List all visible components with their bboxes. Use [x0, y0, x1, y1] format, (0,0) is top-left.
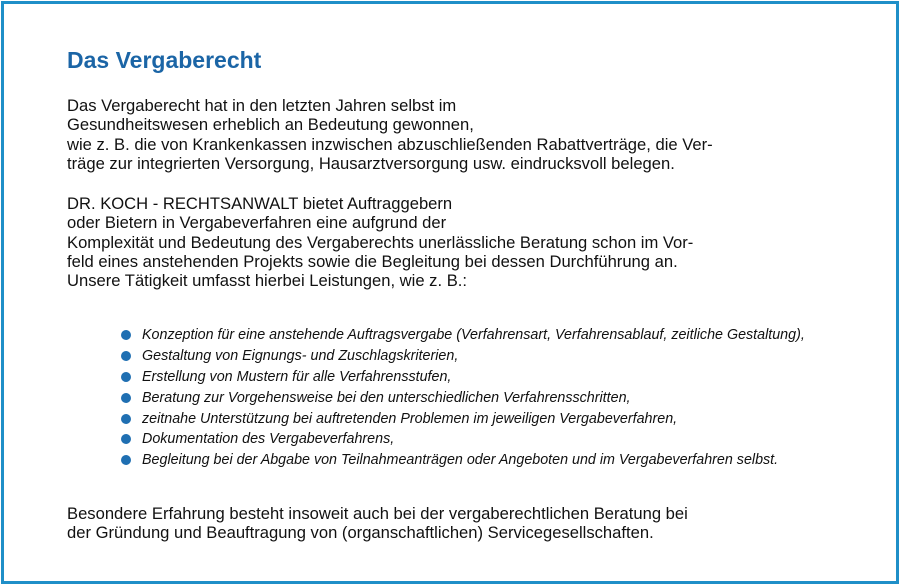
bullet-icon — [121, 330, 131, 340]
page-title: Das Vergaberecht — [67, 47, 262, 73]
intro-line: wie z. B. die von Krankenkassen inzwischen abzuschließenden Rabattverträge, die Ver- — [67, 134, 713, 154]
offer-line: feld eines anstehenden Projekts sowie die Begleitung bei dessen Durchführung an. — [67, 251, 678, 271]
list-item — [121, 367, 805, 388]
bullet-icon — [121, 414, 131, 424]
closing-line: Besondere Erfahrung besteht insoweit auch bei der vergaberechtlichen Beratung bei — [67, 504, 688, 523]
intro-paragraph — [67, 96, 713, 173]
intro-line: Gesundheitswesen erheblich an Bedeutung gewonnen, — [67, 115, 474, 135]
service-text: Konzeption für eine anstehende Auftragsvergabe (Verfahrensart, Verfahrensablauf, zeitliche Gestaltung), — [142, 327, 805, 344]
bullet-icon — [121, 434, 131, 444]
intro-line: träge zur integrierten Versorgung, Hausarztversorgung usw. eindrucksvoll belegen. — [67, 153, 675, 173]
offer-paragraph — [67, 194, 693, 290]
offer-line: Unsere Tätigkeit umfasst hierbei Leistungen, wie z. B.: — [67, 271, 467, 291]
intro-line: Das Vergaberecht hat in den letzten Jahren selbst im — [67, 96, 457, 115]
service-text: Dokumentation des Vergabeverfahrens, — [142, 431, 395, 448]
bullet-icon — [121, 455, 131, 465]
offer-line: Komplexität und Bedeutung des Vergaberechts unerlässliche Beratung schon im Vor- — [67, 232, 694, 252]
list-item — [121, 429, 805, 450]
list-item — [121, 450, 805, 471]
list-item — [121, 325, 805, 346]
list-item — [121, 346, 805, 367]
offer-line: DR. KOCH - RECHTSANWALT bietet Auftraggebern — [67, 194, 453, 213]
bullet-icon — [121, 351, 131, 361]
bullet-icon — [121, 393, 131, 403]
service-text: zeitnahe Unterstützung bei auftretenden Problemen im jeweiligen Vergabeverfahren, — [142, 410, 678, 427]
offer-line: oder Bietern in Vergabeverfahren eine aufgrund der — [67, 213, 447, 233]
service-text: Gestaltung von Eignungs- und Zuschlagskriterien, — [142, 348, 459, 365]
bullet-icon — [121, 372, 131, 382]
service-text: Beratung zur Vorgehensweise bei den unterschiedlichen Verfahrensschritten, — [142, 389, 631, 406]
list-item — [121, 408, 805, 429]
content-frame — [1, 1, 899, 584]
service-text: Erstellung von Mustern für alle Verfahrensstufen, — [142, 368, 452, 385]
services-list — [121, 325, 805, 471]
list-item — [121, 387, 805, 408]
closing-line: der Gründung und Beauftragung von (organschaftlichen) Servicegesellschaften. — [67, 523, 654, 543]
service-text: Begleitung bei der Abgabe von Teilnahmeanträgen oder Angeboten und im Vergabeverfahren selbst. — [142, 452, 779, 469]
closing-paragraph — [67, 504, 688, 543]
